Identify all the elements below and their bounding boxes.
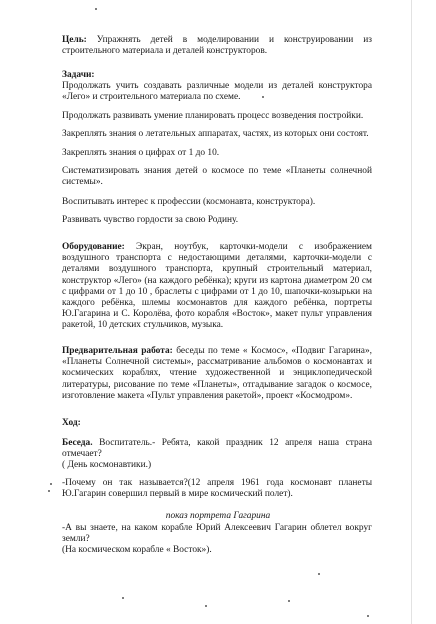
task-item: Систематизировать знания детей о космосе по теме «Планеты солнечной системы». bbox=[62, 166, 372, 188]
dialogue-line: -А вы знаете, на каком корабле Юрий Алексеевич Гагарин облетел вокруг земли? bbox=[62, 523, 372, 545]
scan-speck bbox=[50, 483, 52, 485]
equipment-label: Оборудование: bbox=[62, 242, 125, 252]
dialogue-line: -Почему он так называется?(12 апреля 1961 года космонавт планеты Ю.Гагарин совершил первый в мире космический полет). bbox=[62, 478, 372, 500]
scan-speck bbox=[262, 96, 264, 98]
course-heading: Ход: bbox=[62, 418, 81, 428]
task-item: Закреплять знания о летательных аппаратах, частях, из которых они состоят. bbox=[62, 129, 369, 139]
scan-speck bbox=[367, 615, 369, 617]
task-item: Воспитывать интерес к профессии (космонавта, конструктора). bbox=[62, 197, 316, 207]
scan-speck bbox=[288, 600, 290, 602]
tasks-heading: Задачи: bbox=[62, 70, 95, 80]
prework-label: Предварительная работа: bbox=[62, 346, 173, 356]
dialogue-line bbox=[62, 438, 372, 460]
task-item: Продолжать развивать умение планировать процесс возведения постройки. bbox=[62, 111, 364, 121]
prework-text: беседы по теме « Космос», «Подвиг Гагарина», «Планеты Солнечной системы», рассматривание альбомов о космонавтах и космических кораблях, чтение художественной и энциклопедической литературы, рисование по теме «Планеты», отгадывание загадок о космосе, изготовление макета «Пульт управления ракетой», проект «Космодром». bbox=[62, 346, 372, 401]
dialogue-answer: (На космическом корабле « Восток»). bbox=[62, 545, 212, 555]
portrait-note: показ портрета Гагарина bbox=[165, 511, 271, 521]
task-item: Развивать чувство гордости за свою Родину. bbox=[62, 215, 239, 225]
dialogue-question: Воспитатель.- Ребята, какой праздник 12 апреля наша страна отмечает? bbox=[62, 438, 372, 460]
dialogue-answer: ( День космонавтики.) bbox=[62, 460, 152, 470]
scan-speck bbox=[122, 597, 124, 599]
scan-speck bbox=[318, 573, 320, 575]
dialogue-label: Беседа. bbox=[62, 438, 93, 448]
equipment-text: Экран, ноутбук, карточки-модели с изображением воздушного транспорта с недостающими деталями, карточки-модели с деталями воздушного транспорта, крупный строительный материал, конструктор «Лего» (на каждого ребёнка); круги из картона диаметром 20 см с цифрами от 1 до 10 , браслеты с цифрами от 1 до 10, шапочки-козырьки на каждого ребёнка, шлемы космонавтов для каждого ребёнка, портреты Ю.Гагарина и С. Королёва, фото корабля «Восток», макет пульт управления ракетой, 10 детских стульчиков, музыка. bbox=[62, 242, 372, 331]
task-item: Закреплять знания о цифрах от 1 до 10. bbox=[62, 148, 220, 158]
scan-speck bbox=[48, 490, 50, 492]
equipment-paragraph bbox=[62, 242, 372, 332]
scan-speck bbox=[205, 605, 207, 607]
goal-text: Упражнять детей в моделировании и конструировании из строительного материала и деталей конструкторов. bbox=[62, 35, 372, 57]
prework-paragraph bbox=[62, 346, 372, 402]
goal-paragraph bbox=[62, 35, 372, 57]
scan-edge-line bbox=[411, 0, 412, 624]
scan-speck bbox=[95, 8, 97, 10]
goal-label: Цель: bbox=[62, 35, 87, 45]
task-item: Продолжать учить создавать различные модели из деталей конструктора «Лего» и строительного материала по схеме. bbox=[62, 81, 372, 103]
